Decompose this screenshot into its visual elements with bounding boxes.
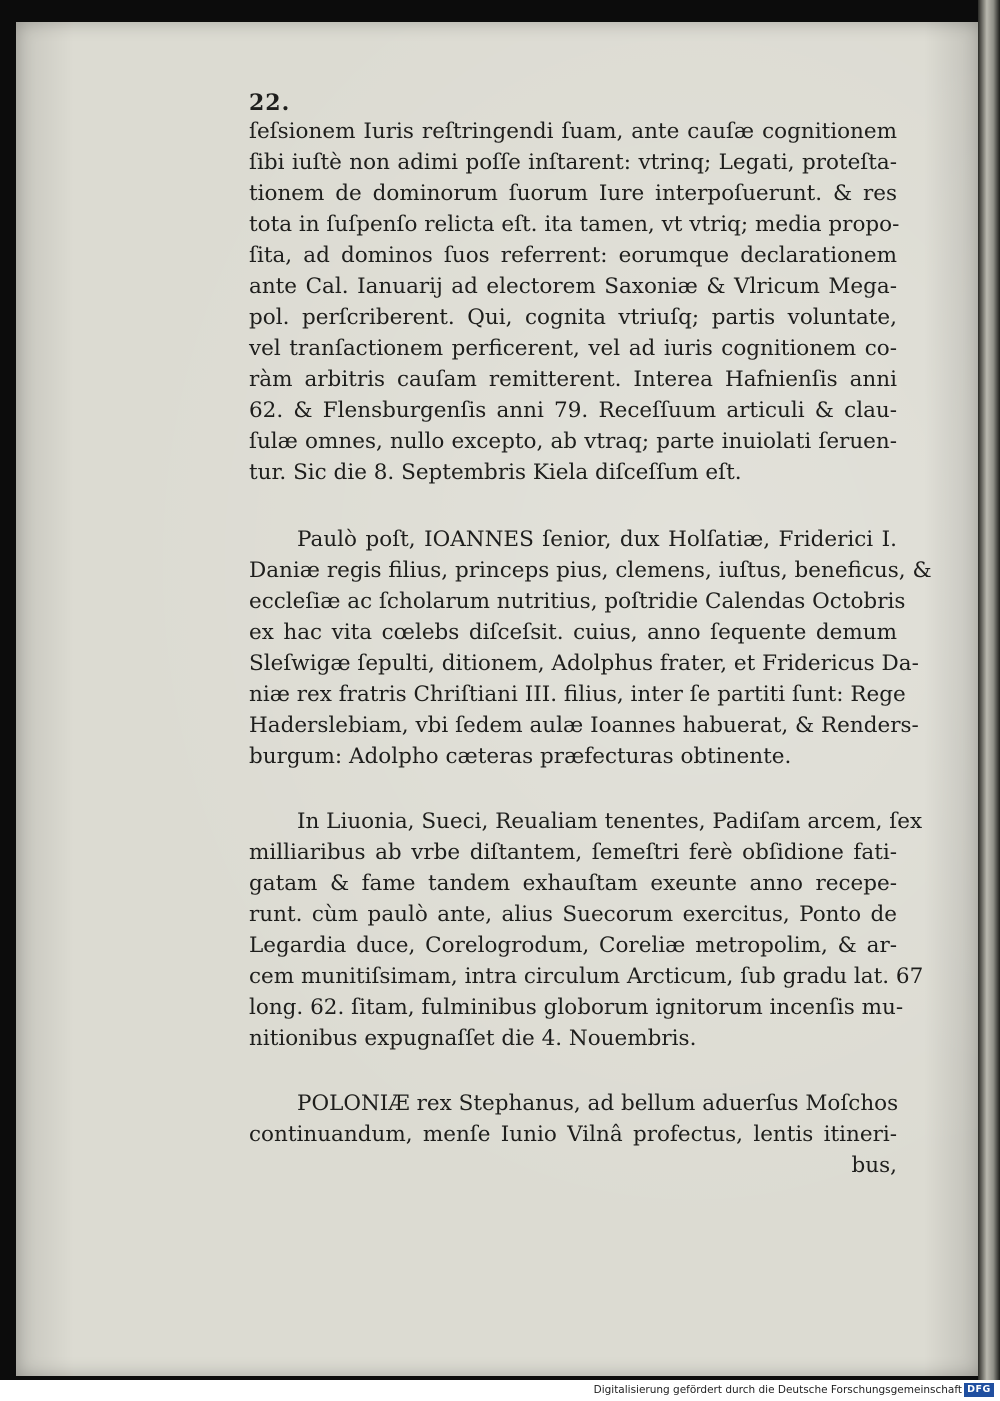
page-edge-shadow [978,0,1000,1380]
text-line: continuandum, menſe Iunio Vilnâ profectus, lentis itineri- [249,1122,897,1147]
text-line: ſita, ad dominos ſuos referrent: eorumque declarationem [249,243,897,268]
text-line: ante Cal. Ianuarij ad electorem Saxoniæ & Vlricum Mega- [249,274,897,299]
text-line: vel tranſactionem perficerent, vel ad iuris cognitionem co- [249,336,897,361]
text-line: ſeſsionem Iuris reſtringendi ſuam, ante cauſæ cognitionem [249,119,897,144]
text-line: nitionibus expugnaſſet die 4. Nouembris. [249,1026,697,1051]
text-line: Haderslebiam, vbi ſedem aulæ Ioannes habuerat, & Renders- [249,713,919,738]
paragraph-2 [249,524,932,772]
text-line: long. 62. ſitam, fulminibus globorum ignitorum incenſis mu- [249,995,904,1020]
text-line: tur. Sic die 8. Septembris Kiela diſceſſum eſt. [249,460,742,485]
text-line: tota in ſuſpenſo relicta eſt. ita tamen, vt vtriq; media propo- [249,212,900,237]
text-line: burgum: Adolpho cæteras præfecturas obtinente. [249,744,792,769]
text-line: POLONIÆ rex Stephanus, ad bellum aduerſus Moſchos [297,1091,899,1116]
text-line: Paulò poſt, IOANNES ſenior, dux Holſatiæ, Friderici I. [297,527,897,552]
text-line: Sleſwigæ ſepulti, ditionem, Adolphus frater, et Fridericus Da- [249,651,919,676]
paragraph-4 [249,1088,897,1181]
text-line: cem munitiſsimam, intra circulum Arcticum, ſub gradu lat. 67 [249,964,924,989]
text-line: niæ rex fratris Chriſtiani III. filius, inter ſe partiti ſunt: Rege [249,682,906,707]
text-line: pol. perſcriberent. Qui, cognita vtriuſq; partis voluntate, [249,305,897,330]
catchword: bus, [851,1153,897,1178]
text-line: In Liuonia, Sueci, Reualiam tenentes, Padiſam arcem, ſex [297,809,923,834]
paragraph-3 [249,806,924,1054]
text-line: ràm arbitris cauſam remitterent. Interea Hafnienſis anni [249,367,897,392]
text-line: gatam & fame tandem exhauſtam exeunte anno recepe- [249,871,897,896]
text-line: Legardia duce, Corelogrodum, Coreliæ metropolim, & ar- [249,933,897,958]
dfg-logo: DFG [964,1383,994,1397]
text-line: eccleſiæ ac ſcholarum nutritius, poſtridie Calendas Octobris [249,589,906,614]
footer-bar [0,1380,1000,1401]
text-line: ſulæ omnes, nullo excepto, ab vtraq; parte inuiolati ſeruen- [249,429,897,454]
paragraph-1 [249,116,900,488]
page-number: 22. [249,90,291,116]
text-line: 62. & Flensburgenſis anni 79. Receſſuum articuli & clau- [249,398,897,423]
footer-credit: Digitalisierung gefördert durch die Deutsche Forschungsgemeinschaft [593,1384,962,1396]
page-text [249,88,932,1215]
text-line: runt. cùm paulò ante, alius Suecorum exercitus, Ponto de [249,902,897,927]
text-line: ſibi iuſtè non adimi poſſe inſtarent: vtrinq; Legati, proteſta- [249,150,897,175]
text-line: Daniæ regis filius, princeps pius, clemens, iuſtus, beneficus, & [249,558,932,583]
text-line: ex hac vita cœlebs diſceſsit. cuius, anno ſequente demum [249,620,897,645]
text-line: tionem de dominorum ſuorum Iure interpoſuerunt. & res [249,181,897,206]
text-line: milliaribus ab vrbe diſtantem, ſemeſtri ferè obſidione fati- [249,840,897,865]
